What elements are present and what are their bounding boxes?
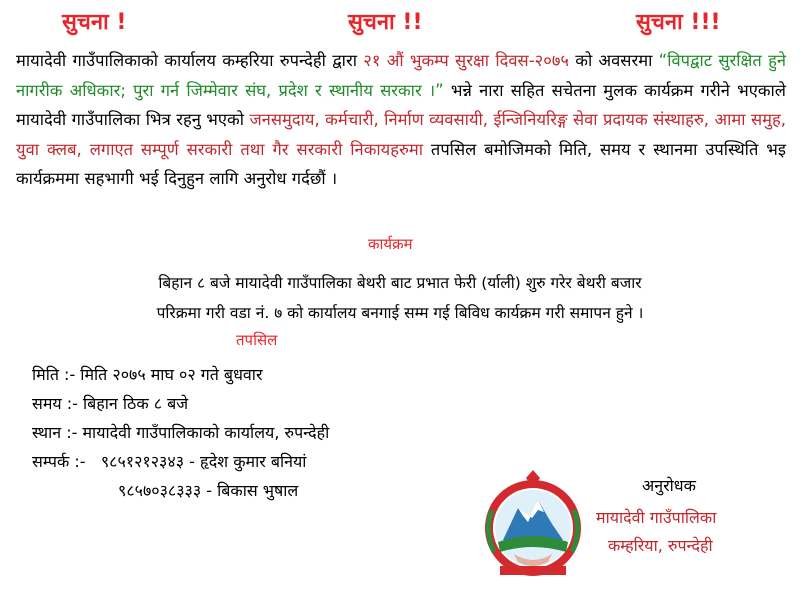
- program-line-1: बिहान ८ बजे मायादेवी गाउँपालिका बेथरी बाट प्रभात फेरी (र्याली) शुरु गरेर बेथरी बजार: [158, 274, 642, 292]
- program-line-2: परिक्रमा गरी वडा नं. ७ को कार्यालय बनगाई सम्म गई बिविध कार्यक्रम गरी समापन हुने ।: [156, 304, 644, 322]
- detail-contact-2: ९८५७०३८३३३ - बिकास भुषाल: [118, 481, 299, 500]
- signature-address: कम्हरिया, रुपन्देही: [608, 536, 713, 555]
- intro-text-2: को अवसरमा: [569, 51, 659, 70]
- intro-text-3: भन्ने नारा सहित सचेतना मुलक कार्यक्रम गरीने भएकाले मायादेवी गाउँपालिका भित्र रहनु भएको: [16, 80, 786, 129]
- detail-contact: [32, 447, 329, 476]
- slogan: “विपद्वाट सुरक्षित हुने नागरीक अधिकार; पुरा गर्न जिम्मेवार संघ, प्रदेश र स्थानीय सरकार ।”: [16, 51, 786, 100]
- detail-date: मिति :- मिति २०७५ माघ ०२ गते बुधवार: [32, 365, 263, 384]
- signature-org: मायादेवी गाउँपालिका: [596, 508, 717, 527]
- contact-label: सम्पर्क :-: [32, 452, 86, 471]
- intro-paragraph: [16, 46, 786, 194]
- notice-title-3: सुचना !!!: [636, 10, 721, 35]
- notice-header-row: [0, 6, 800, 42]
- details-list: [32, 360, 329, 505]
- invitee-list: जनसमुदाय, कर्मचारी, निर्माण व्यवसायी, ईन्जिनियरिङ्ग सेवा प्रदायक संस्थाहरु, आमा समुह, युवा क्लब, लगाएत सम्पूर्ण सरकारी तथा गैर सरकारी निकायहरुमा: [16, 110, 786, 159]
- program-heading: कार्यक्रम: [368, 235, 413, 253]
- intro-text-1: मायादेवी गाउँपालिकाको कार्यालय कम्हरिया रुपन्देही द्वारा: [16, 51, 364, 70]
- event-name: २१ औं भुकम्प सुरक्षा दिवस-२०७५: [363, 51, 569, 70]
- notice-title-2: सुचना !!: [348, 10, 423, 35]
- intro-text-4: तपसिल बमोजिमको मिति, समय र स्थानमा उपस्थिति भइ कार्यक्रममा सहभागी भई दिनुहुन लागि अनुरोध गर्दछौं ।: [16, 139, 786, 188]
- signature-requester: अनुरोधक: [642, 476, 696, 495]
- nepal-government-emblem-icon: [478, 470, 588, 580]
- signature-block: [596, 474, 716, 560]
- detail-time: समय :- बिहान ठिक ८ बजे: [32, 394, 189, 413]
- notice-title-1: सुचना !: [62, 10, 127, 35]
- program-description: [0, 268, 800, 328]
- detail-place: स्थान :- मायादेवी गाउँपालिकाको कार्यालय, रुपन्देही: [32, 423, 330, 442]
- contact-1: ९८५१२१२३४३ - हृदेश कुमार बनियां: [100, 452, 307, 471]
- details-heading: तपसिल: [236, 331, 278, 349]
